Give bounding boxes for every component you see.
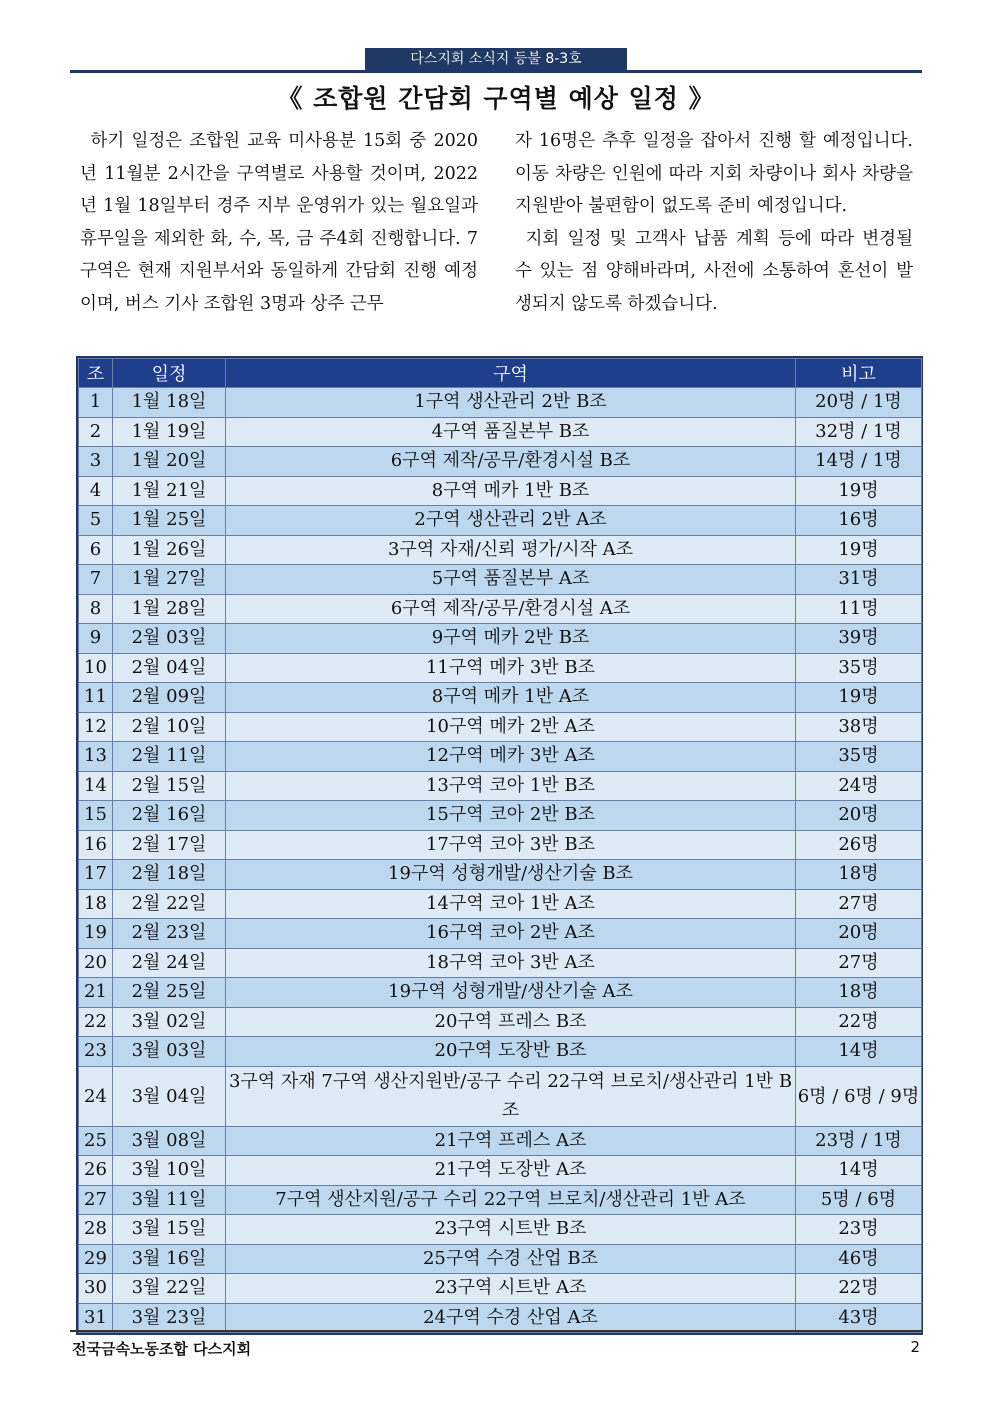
cell-date: 2월 10일: [113, 712, 226, 742]
cell-note: 26명: [796, 830, 922, 860]
cell-date: 3월 11일: [113, 1185, 226, 1215]
table-header-row: [79, 359, 922, 388]
page-title: 《 조합원 간담회 구역별 예상 일정 》: [277, 84, 715, 113]
table-row: [79, 801, 922, 831]
cell-note: 46명: [796, 1244, 922, 1274]
cell-no: 15: [79, 801, 113, 831]
footer-org: 전국금속노동조합 다스지회: [72, 1340, 252, 1358]
cell-date: 2월 18일: [113, 860, 226, 890]
cell-area: 7구역 생산지원/공구 수리 22구역 브로치/생산관리 1반 A조: [226, 1185, 796, 1215]
cell-note: 43명: [796, 1303, 922, 1333]
table-row: [79, 860, 922, 890]
cell-note: 23명 / 1명: [796, 1126, 922, 1156]
cell-no: 19: [79, 919, 113, 949]
paragraph: 하기 일정은 조합원 교육 미사용분 15회 중 2020년 11월분 2시간을 구역별로 사용할 것이며, 2022년 1월 18일부터 경주 지부 운영위가 있는 월요일과 휴무일을 제외한 화, 수, 목, 금 주4회 진행합니다. 7구역은 현재 지원부서와 동일하게 간담회 진행 예정이며, 버스 기사 조합원 3명과 상주 근무: [80, 131, 478, 314]
cell-note: 18명: [796, 978, 922, 1008]
page-number: 2: [910, 1338, 920, 1356]
cell-note: 18명: [796, 860, 922, 890]
body-column-right: [515, 125, 913, 320]
table-row: [79, 535, 922, 565]
cell-no: 24: [79, 1066, 113, 1126]
cell-note: 31명: [796, 565, 922, 595]
table-row: [79, 712, 922, 742]
cell-area: 1구역 생산관리 2반 B조: [226, 388, 796, 418]
cell-area: 16구역 코아 2반 A조: [226, 919, 796, 949]
table-row: [79, 1037, 922, 1067]
cell-date: 2월 15일: [113, 771, 226, 801]
cell-area: 8구역 메카 1반 B조: [226, 476, 796, 506]
cell-area: 18구역 코아 3반 A조: [226, 948, 796, 978]
table-row: [79, 1303, 922, 1333]
cell-area: 11구역 메카 3반 B조: [226, 653, 796, 683]
cell-note: 32명 / 1명: [796, 417, 922, 447]
header-date: 일정: [113, 359, 226, 388]
cell-note: 16명: [796, 506, 922, 536]
cell-no: 3: [79, 447, 113, 477]
cell-date: 1월 28일: [113, 594, 226, 624]
cell-area: 2구역 생산관리 2반 A조: [226, 506, 796, 536]
table-row: [79, 1215, 922, 1245]
cell-no: 23: [79, 1037, 113, 1067]
cell-no: 31: [79, 1303, 113, 1333]
cell-date: 3월 04일: [113, 1066, 226, 1126]
cell-area: 4구역 품질본부 B조: [226, 417, 796, 447]
cell-date: 3월 15일: [113, 1215, 226, 1245]
cell-note: 27명: [796, 948, 922, 978]
cell-note: 24명: [796, 771, 922, 801]
cell-area: 6구역 제작/공무/환경시설 B조: [226, 447, 796, 477]
table-row: [79, 447, 922, 477]
header-divider: [70, 70, 922, 73]
cell-no: 2: [79, 417, 113, 447]
cell-date: 1월 27일: [113, 565, 226, 595]
cell-date: 2월 25일: [113, 978, 226, 1008]
cell-no: 29: [79, 1244, 113, 1274]
cell-date: 2월 09일: [113, 683, 226, 713]
cell-no: 8: [79, 594, 113, 624]
cell-note: 35명: [796, 742, 922, 772]
table-row: [79, 388, 922, 418]
cell-no: 11: [79, 683, 113, 713]
cell-note: 27명: [796, 889, 922, 919]
cell-date: 1월 26일: [113, 535, 226, 565]
cell-no: 12: [79, 712, 113, 742]
cell-note: 22명: [796, 1007, 922, 1037]
cell-area: 3구역 자재/신뢰 평가/시작 A조: [226, 535, 796, 565]
table-row: [79, 742, 922, 772]
table-row: [79, 1156, 922, 1186]
cell-note: 39명: [796, 624, 922, 654]
cell-no: 20: [79, 948, 113, 978]
cell-area: 19구역 성형개발/생산기술 B조: [226, 860, 796, 890]
table-row: [79, 594, 922, 624]
cell-date: 3월 08일: [113, 1126, 226, 1156]
cell-date: 1월 21일: [113, 476, 226, 506]
table-row: [79, 417, 922, 447]
table-row: [79, 476, 922, 506]
cell-date: 3월 22일: [113, 1274, 226, 1304]
cell-area: 5구역 품질본부 A조: [226, 565, 796, 595]
cell-note: 5명 / 6명: [796, 1185, 922, 1215]
table-row: [79, 1185, 922, 1215]
cell-date: 2월 23일: [113, 919, 226, 949]
cell-date: 2월 16일: [113, 801, 226, 831]
cell-date: 1월 18일: [113, 388, 226, 418]
cell-area: 25구역 수경 산업 B조: [226, 1244, 796, 1274]
cell-no: 18: [79, 889, 113, 919]
cell-area: 9구역 메카 2반 B조: [226, 624, 796, 654]
cell-no: 14: [79, 771, 113, 801]
footer-divider: [70, 1330, 922, 1332]
table-row: [79, 1244, 922, 1274]
table-row: [79, 771, 922, 801]
table-row: [79, 1126, 922, 1156]
cell-no: 13: [79, 742, 113, 772]
cell-note: 22명: [796, 1274, 922, 1304]
cell-no: 22: [79, 1007, 113, 1037]
cell-area: 6구역 제작/공무/환경시설 A조: [226, 594, 796, 624]
cell-area: 20구역 프레스 B조: [226, 1007, 796, 1037]
cell-no: 1: [79, 388, 113, 418]
cell-area: 19구역 성형개발/생산기술 A조: [226, 978, 796, 1008]
table-row: [79, 919, 922, 949]
table-row: [79, 1066, 922, 1126]
table-row: [79, 565, 922, 595]
cell-date: 1월 20일: [113, 447, 226, 477]
cell-note: 35명: [796, 653, 922, 683]
table-row: [79, 1274, 922, 1304]
header-note: 비고: [796, 359, 922, 388]
cell-no: 7: [79, 565, 113, 595]
cell-area: 13구역 코아 1반 B조: [226, 771, 796, 801]
cell-date: 2월 22일: [113, 889, 226, 919]
cell-area: 23구역 시트반 A조: [226, 1274, 796, 1304]
table-row: [79, 889, 922, 919]
table-row: [79, 978, 922, 1008]
cell-date: 1월 25일: [113, 506, 226, 536]
paragraph: 자 16명은 추후 일정을 잡아서 진행 할 예정입니다. 이동 차량은 인원에 따라 지회 차량이나 회사 차량을 지원받아 불편함이 없도록 준비 예정입니다.: [515, 131, 913, 216]
cell-note: 38명: [796, 712, 922, 742]
table-row: [79, 830, 922, 860]
cell-date: 3월 02일: [113, 1007, 226, 1037]
cell-area: 23구역 시트반 B조: [226, 1215, 796, 1245]
table-row: [79, 653, 922, 683]
newsletter-label: 다스지회 소식지 등불 8-3호: [365, 48, 627, 70]
cell-note: 19명: [796, 476, 922, 506]
table-row: [79, 1007, 922, 1037]
cell-area: 17구역 코아 3반 B조: [226, 830, 796, 860]
cell-note: 14명 / 1명: [796, 447, 922, 477]
body-column-left: [80, 125, 478, 320]
cell-area: 20구역 도장반 B조: [226, 1037, 796, 1067]
cell-no: 26: [79, 1156, 113, 1186]
cell-no: 21: [79, 978, 113, 1008]
cell-note: 11명: [796, 594, 922, 624]
cell-note: 19명: [796, 535, 922, 565]
schedule-table: [76, 356, 923, 1335]
cell-area: 12구역 메카 3반 A조: [226, 742, 796, 772]
cell-no: 6: [79, 535, 113, 565]
cell-no: 4: [79, 476, 113, 506]
table-body: [79, 388, 922, 1333]
header-no: 조: [79, 359, 113, 388]
cell-note: 14명: [796, 1156, 922, 1186]
table-row: [79, 948, 922, 978]
cell-date: 3월 10일: [113, 1156, 226, 1186]
cell-date: 2월 11일: [113, 742, 226, 772]
cell-date: 1월 19일: [113, 417, 226, 447]
cell-no: 25: [79, 1126, 113, 1156]
cell-no: 27: [79, 1185, 113, 1215]
cell-area: 8구역 메카 1반 A조: [226, 683, 796, 713]
paragraph: 지회 일정 및 고객사 납품 계획 등에 따라 변경될 수 있는 점 양해바라며, 사전에 소통하여 혼선이 발생되지 않도록 하겠습니다.: [515, 228, 913, 314]
cell-area: 10구역 메카 2반 A조: [226, 712, 796, 742]
cell-area: 15구역 코아 2반 B조: [226, 801, 796, 831]
cell-area: 14구역 코아 1반 A조: [226, 889, 796, 919]
cell-area: 21구역 프레스 A조: [226, 1126, 796, 1156]
cell-date: 2월 17일: [113, 830, 226, 860]
cell-note: 20명: [796, 919, 922, 949]
cell-no: 17: [79, 860, 113, 890]
cell-note: 6명 / 6명 / 9명: [796, 1066, 922, 1126]
cell-note: 20명 / 1명: [796, 388, 922, 418]
cell-note: 23명: [796, 1215, 922, 1245]
cell-date: 3월 16일: [113, 1244, 226, 1274]
cell-no: 16: [79, 830, 113, 860]
cell-date: 2월 04일: [113, 653, 226, 683]
cell-date: 2월 03일: [113, 624, 226, 654]
cell-date: 3월 23일: [113, 1303, 226, 1333]
table-row: [79, 683, 922, 713]
cell-area: 3구역 자재 7구역 생산지원반/공구 수리 22구역 브로치/생산관리 1반 B조: [226, 1066, 796, 1126]
cell-no: 5: [79, 506, 113, 536]
cell-no: 30: [79, 1274, 113, 1304]
cell-note: 20명: [796, 801, 922, 831]
cell-no: 28: [79, 1215, 113, 1245]
cell-note: 19명: [796, 683, 922, 713]
cell-no: 10: [79, 653, 113, 683]
header-area: 구역: [226, 359, 796, 388]
cell-date: 3월 03일: [113, 1037, 226, 1067]
cell-no: 9: [79, 624, 113, 654]
cell-note: 14명: [796, 1037, 922, 1067]
table-row: [79, 624, 922, 654]
cell-date: 2월 24일: [113, 948, 226, 978]
cell-area: 24구역 수경 산업 A조: [226, 1303, 796, 1333]
table-row: [79, 506, 922, 536]
cell-area: 21구역 도장반 A조: [226, 1156, 796, 1186]
